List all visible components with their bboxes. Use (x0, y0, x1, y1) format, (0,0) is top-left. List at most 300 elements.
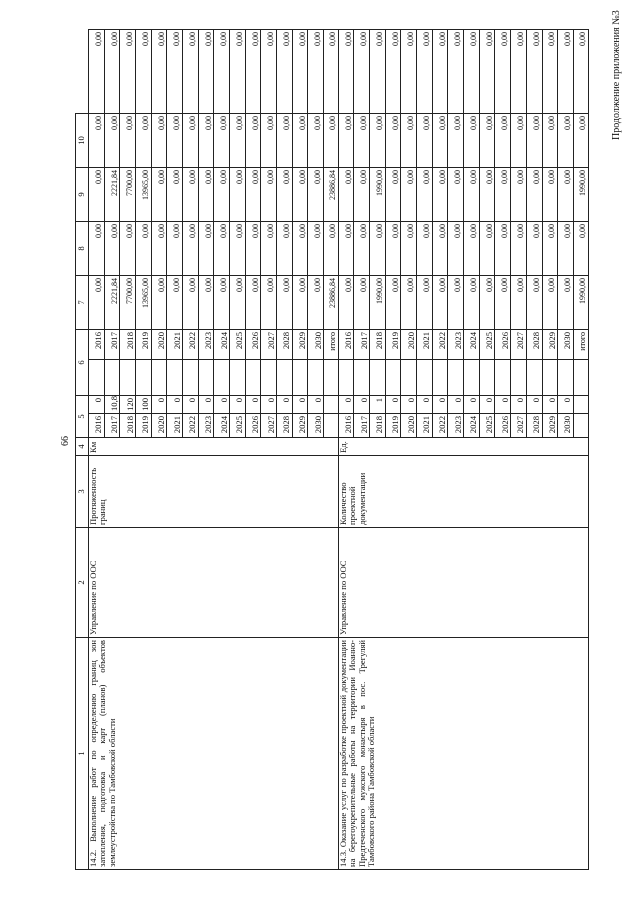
funding-c6: 2221,84 (104, 275, 120, 329)
program-table (75, 29, 589, 870)
spacer-cell (261, 359, 277, 395)
unit-cell: Км (89, 438, 339, 456)
funding-year: 2016 (338, 329, 354, 359)
funding-c10: 0,00 (245, 29, 261, 113)
funding-c10: 0,00 (479, 29, 495, 113)
indicator-year: 2019 (385, 414, 401, 438)
funding-c7: 0,00 (401, 221, 417, 275)
total-c6: 23886,84 (324, 275, 339, 329)
funding-c9: 0,00 (558, 113, 574, 167)
indicator-value: 0 (214, 395, 230, 413)
funding-c6: 0,00 (230, 275, 246, 329)
funding-c8: 0,00 (183, 167, 199, 221)
funding-c7: 0,00 (354, 221, 370, 275)
spacer-cell (558, 359, 574, 395)
funding-year: 2027 (511, 329, 527, 359)
indicator-year: 2017 (104, 414, 120, 438)
funding-year: 2021 (417, 329, 433, 359)
total-label: итого (573, 329, 588, 359)
total-c6: 1990,00 (573, 275, 588, 329)
funding-c7: 0,00 (432, 221, 448, 275)
col-num-8: 8 (76, 221, 89, 275)
funding-c9: 0,00 (245, 113, 261, 167)
funding-year: 2027 (261, 329, 277, 359)
funding-c8: 0,00 (401, 167, 417, 221)
funding-c8: 0,00 (292, 167, 308, 221)
funding-c8: 0,00 (385, 167, 401, 221)
funding-c7: 0,00 (230, 221, 246, 275)
funding-c6: 0,00 (432, 275, 448, 329)
funding-c6: 0,00 (526, 275, 542, 329)
spacer-cell (151, 359, 167, 395)
empty-cell (324, 414, 339, 438)
spacer-cell (167, 359, 183, 395)
funding-year: 2023 (198, 329, 214, 359)
funding-c7: 0,00 (338, 221, 354, 275)
indicator-year: 2022 (432, 414, 448, 438)
funding-c9: 0,00 (385, 113, 401, 167)
funding-c8: 0,00 (432, 167, 448, 221)
spacer-cell (104, 359, 120, 395)
spacer-cell (198, 359, 214, 395)
funding-c8: 0,00 (308, 167, 324, 221)
indicator-year: 2017 (354, 414, 370, 438)
indicator-cell: Протяженность границ (89, 456, 339, 528)
indicator-value: 10,8 (104, 395, 120, 413)
indicator-year: 2024 (214, 414, 230, 438)
funding-c8: 13965,00 (136, 167, 152, 221)
indicator-value: 0 (198, 395, 214, 413)
unit-cell: Ед. (338, 438, 588, 456)
funding-c6: 0,00 (151, 275, 167, 329)
funding-c6: 7700,00 (120, 275, 136, 329)
indicator-year: 2030 (308, 414, 324, 438)
funding-c9: 0,00 (308, 113, 324, 167)
funding-c10: 0,00 (308, 29, 324, 113)
spacer-cell (542, 359, 558, 395)
funding-c10: 0,00 (558, 29, 574, 113)
spacer-cell (370, 359, 386, 395)
funding-c8: 0,00 (198, 167, 214, 221)
indicator-year: 2023 (448, 414, 464, 438)
funding-c10: 0,00 (464, 29, 480, 113)
funding-year: 2018 (120, 329, 136, 359)
funding-c10: 0,00 (136, 29, 152, 113)
table-row (89, 29, 105, 869)
funding-year: 2029 (542, 329, 558, 359)
funding-c10: 0,00 (183, 29, 199, 113)
appendix-caption: Продолжение приложения №3 (611, 10, 622, 140)
funding-c7: 0,00 (292, 221, 308, 275)
indicator-value: 0 (89, 395, 105, 413)
col-num-5: 5 (76, 395, 89, 437)
funding-year: 2024 (464, 329, 480, 359)
spacer-cell (136, 359, 152, 395)
funding-year: 2026 (495, 329, 511, 359)
funding-year: 2026 (245, 329, 261, 359)
funding-c9: 0,00 (417, 113, 433, 167)
funding-c10: 0,00 (292, 29, 308, 113)
spacer-cell (401, 359, 417, 395)
indicator-year: 2028 (526, 414, 542, 438)
funding-c6: 0,00 (198, 275, 214, 329)
total-c8: 1990,00 (573, 167, 588, 221)
spacer-cell (479, 359, 495, 395)
col-num-1: 1 (76, 638, 89, 870)
indicator-year: 2027 (511, 414, 527, 438)
funding-c9: 0,00 (183, 113, 199, 167)
funding-c8: 0,00 (542, 167, 558, 221)
funding-c9: 0,00 (495, 113, 511, 167)
indicator-value: 100 (136, 395, 152, 413)
funding-c9: 0,00 (292, 113, 308, 167)
funding-c9: 0,00 (479, 113, 495, 167)
column-number-row (76, 29, 89, 869)
indicator-cell: Количество проектной документации (338, 456, 588, 528)
indicator-value: 0 (261, 395, 277, 413)
funding-year: 2028 (277, 329, 293, 359)
funding-c8: 7700,00 (120, 167, 136, 221)
funding-c10: 0,00 (89, 29, 105, 113)
spacer-cell (245, 359, 261, 395)
funding-c7: 0,00 (479, 221, 495, 275)
funding-c6: 1990,00 (370, 275, 386, 329)
spacer-cell (464, 359, 480, 395)
funding-c8: 0,00 (511, 167, 527, 221)
spacer-cell (448, 359, 464, 395)
funding-c7: 0,00 (370, 221, 386, 275)
funding-c7: 0,00 (558, 221, 574, 275)
spacer-cell (292, 359, 308, 395)
total-c9: 0,00 (573, 113, 588, 167)
total-c9: 0,00 (324, 113, 339, 167)
funding-year: 2022 (183, 329, 199, 359)
measure-description: 14.3. Оказание услуг по разработке проектной документации на берегоукрепительные работы на территории Иоанно-Предтеченского мужского монастыря в пос. Трегуляй Тамбовского района Тамбовской области (338, 638, 588, 870)
funding-year: 2020 (401, 329, 417, 359)
funding-year: 2030 (308, 329, 324, 359)
funding-c9: 0,00 (277, 113, 293, 167)
total-c10: 0,00 (573, 29, 588, 113)
indicator-value: 0 (292, 395, 308, 413)
indicator-value: 0 (308, 395, 324, 413)
indicator-year: 2022 (183, 414, 199, 438)
funding-c10: 0,00 (354, 29, 370, 113)
funding-c10: 0,00 (104, 29, 120, 113)
funding-c9: 0,00 (338, 113, 354, 167)
funding-c8: 0,00 (151, 167, 167, 221)
indicator-year: 2026 (245, 414, 261, 438)
indicator-value: 0 (464, 395, 480, 413)
rotated-table-container (75, 30, 589, 870)
funding-c6: 0,00 (245, 275, 261, 329)
empty-cell (324, 359, 339, 395)
funding-year: 2029 (292, 329, 308, 359)
total-c10: 0,00 (324, 29, 339, 113)
funding-c8: 0,00 (526, 167, 542, 221)
funding-c10: 0,00 (401, 29, 417, 113)
spacer-cell (432, 359, 448, 395)
funding-year: 2024 (214, 329, 230, 359)
funding-c10: 0,00 (230, 29, 246, 113)
empty-cell (573, 395, 588, 413)
funding-c9: 0,00 (354, 113, 370, 167)
funding-c7: 0,00 (511, 221, 527, 275)
funding-year: 2021 (167, 329, 183, 359)
col-num-4: 4 (76, 438, 89, 456)
funding-c10: 0,00 (198, 29, 214, 113)
indicator-value: 1 (370, 395, 386, 413)
funding-year: 2019 (136, 329, 152, 359)
funding-c7: 0,00 (183, 221, 199, 275)
indicator-year: 2019 (136, 414, 152, 438)
funding-year: 2022 (432, 329, 448, 359)
funding-c9: 0,00 (511, 113, 527, 167)
funding-c9: 0,00 (104, 113, 120, 167)
funding-year: 2025 (479, 329, 495, 359)
indicator-year: 2018 (370, 414, 386, 438)
funding-c6: 13965,00 (136, 275, 152, 329)
indicator-year: 2026 (495, 414, 511, 438)
funding-c9: 0,00 (136, 113, 152, 167)
indicator-value: 0 (338, 395, 354, 413)
funding-c6: 0,00 (401, 275, 417, 329)
funding-c9: 0,00 (370, 113, 386, 167)
indicator-year: 2016 (338, 414, 354, 438)
indicator-value: 0 (354, 395, 370, 413)
funding-c9: 0,00 (214, 113, 230, 167)
funding-c10: 0,00 (417, 29, 433, 113)
indicator-value: 0 (511, 395, 527, 413)
indicator-value: 0 (417, 395, 433, 413)
funding-c10: 0,00 (511, 29, 527, 113)
funding-c6: 0,00 (417, 275, 433, 329)
funding-c9: 0,00 (401, 113, 417, 167)
funding-year: 2018 (370, 329, 386, 359)
funding-c9: 0,00 (89, 113, 105, 167)
indicator-value: 0 (526, 395, 542, 413)
indicator-value: 0 (495, 395, 511, 413)
funding-c10: 0,00 (432, 29, 448, 113)
funding-c8: 0,00 (261, 167, 277, 221)
funding-c10: 0,00 (338, 29, 354, 113)
spacer-cell (277, 359, 293, 395)
funding-c10: 0,00 (214, 29, 230, 113)
spacer-cell (308, 359, 324, 395)
funding-year: 2023 (448, 329, 464, 359)
spacer-cell (495, 359, 511, 395)
funding-c8: 0,00 (464, 167, 480, 221)
funding-c10: 0,00 (167, 29, 183, 113)
funding-c9: 0,00 (448, 113, 464, 167)
funding-c10: 0,00 (120, 29, 136, 113)
funding-c6: 0,00 (354, 275, 370, 329)
measure-description: 14.2. Выполнение работ по определению границ зон затопления, подготовка и карт (планов) объектов землеустройства по Тамбовской области (89, 638, 339, 870)
empty-cell (573, 359, 588, 395)
funding-c6: 0,00 (183, 275, 199, 329)
funding-c6: 0,00 (214, 275, 230, 329)
spacer-cell (354, 359, 370, 395)
indicator-year: 2021 (167, 414, 183, 438)
funding-c8: 0,00 (448, 167, 464, 221)
funding-c7: 0,00 (104, 221, 120, 275)
funding-c6: 0,00 (338, 275, 354, 329)
funding-c9: 0,00 (198, 113, 214, 167)
indicator-value: 0 (245, 395, 261, 413)
spacer-cell (230, 359, 246, 395)
funding-year: 2017 (354, 329, 370, 359)
funding-c9: 0,00 (120, 113, 136, 167)
funding-year: 2016 (89, 329, 105, 359)
funding-c7: 0,00 (89, 221, 105, 275)
funding-c8: 0,00 (167, 167, 183, 221)
funding-c7: 0,00 (245, 221, 261, 275)
funding-year: 2025 (230, 329, 246, 359)
funding-c7: 0,00 (198, 221, 214, 275)
funding-c7: 0,00 (385, 221, 401, 275)
funding-c9: 0,00 (542, 113, 558, 167)
funding-c7: 0,00 (542, 221, 558, 275)
funding-c7: 0,00 (308, 221, 324, 275)
indicator-value: 0 (542, 395, 558, 413)
funding-year: 2017 (104, 329, 120, 359)
executor-cell: Управление по ООС (338, 528, 588, 638)
funding-c10: 0,00 (495, 29, 511, 113)
indicator-year: 2025 (479, 414, 495, 438)
funding-year: 2020 (151, 329, 167, 359)
funding-c7: 0,00 (526, 221, 542, 275)
funding-c8: 0,00 (230, 167, 246, 221)
indicator-year: 2021 (417, 414, 433, 438)
indicator-value: 0 (230, 395, 246, 413)
funding-c6: 0,00 (511, 275, 527, 329)
funding-c7: 0,00 (136, 221, 152, 275)
funding-c9: 0,00 (261, 113, 277, 167)
indicator-value: 0 (151, 395, 167, 413)
indicator-year: 2020 (401, 414, 417, 438)
funding-c6: 0,00 (495, 275, 511, 329)
indicator-value: 0 (385, 395, 401, 413)
col-num-7: 7 (76, 275, 89, 329)
funding-c10: 0,00 (385, 29, 401, 113)
empty-cell (573, 414, 588, 438)
indicator-value: 0 (432, 395, 448, 413)
total-label: итого (324, 329, 339, 359)
funding-c7: 0,00 (120, 221, 136, 275)
spacer-cell (214, 359, 230, 395)
funding-c7: 0,00 (495, 221, 511, 275)
indicator-year: 2029 (542, 414, 558, 438)
funding-c8: 0,00 (354, 167, 370, 221)
funding-c10: 0,00 (261, 29, 277, 113)
total-c7: 0,00 (324, 221, 339, 275)
indicator-value: 0 (183, 395, 199, 413)
funding-c8: 2221,84 (104, 167, 120, 221)
table-body (89, 29, 589, 869)
indicator-year: 2023 (198, 414, 214, 438)
indicator-year: 2024 (464, 414, 480, 438)
funding-c6: 0,00 (261, 275, 277, 329)
funding-c9: 0,00 (432, 113, 448, 167)
col-num-9: 9 (76, 167, 89, 221)
indicator-year: 2029 (292, 414, 308, 438)
executor-cell: Управление по ООС (89, 528, 339, 638)
page-number: 66 (60, 436, 71, 446)
total-c7: 0,00 (573, 221, 588, 275)
funding-c7: 0,00 (151, 221, 167, 275)
funding-c8: 0,00 (214, 167, 230, 221)
funding-c8: 0,00 (558, 167, 574, 221)
funding-c7: 0,00 (261, 221, 277, 275)
total-c8: 23886,84 (324, 167, 339, 221)
spacer-cell (511, 359, 527, 395)
spacer-cell (417, 359, 433, 395)
funding-c6: 0,00 (542, 275, 558, 329)
funding-year: 2030 (558, 329, 574, 359)
funding-c8: 0,00 (338, 167, 354, 221)
funding-c9: 0,00 (230, 113, 246, 167)
funding-c8: 0,00 (479, 167, 495, 221)
indicator-value: 0 (277, 395, 293, 413)
funding-c10: 0,00 (448, 29, 464, 113)
funding-c6: 0,00 (464, 275, 480, 329)
indicator-value: 0 (479, 395, 495, 413)
indicator-year: 2030 (558, 414, 574, 438)
funding-c7: 0,00 (214, 221, 230, 275)
funding-c10: 0,00 (526, 29, 542, 113)
funding-c8: 1990,00 (370, 167, 386, 221)
funding-c6: 0,00 (558, 275, 574, 329)
funding-c10: 0,00 (151, 29, 167, 113)
funding-c10: 0,00 (370, 29, 386, 113)
funding-c9: 0,00 (464, 113, 480, 167)
funding-c8: 0,00 (495, 167, 511, 221)
funding-c7: 0,00 (417, 221, 433, 275)
funding-c6: 0,00 (385, 275, 401, 329)
funding-c6: 0,00 (479, 275, 495, 329)
funding-c10: 0,00 (277, 29, 293, 113)
funding-c9: 0,00 (151, 113, 167, 167)
spacer-cell (338, 359, 354, 395)
funding-year: 2028 (526, 329, 542, 359)
col-num-3: 3 (76, 456, 89, 528)
funding-c10: 0,00 (542, 29, 558, 113)
col-num-6: 6 (76, 329, 89, 395)
spacer-cell (120, 359, 136, 395)
spacer-cell (183, 359, 199, 395)
funding-c8: 0,00 (245, 167, 261, 221)
funding-c8: 0,00 (277, 167, 293, 221)
indicator-value: 0 (401, 395, 417, 413)
spacer-cell (89, 359, 105, 395)
indicator-year: 2020 (151, 414, 167, 438)
funding-c6: 0,00 (167, 275, 183, 329)
funding-c7: 0,00 (277, 221, 293, 275)
funding-c6: 0,00 (89, 275, 105, 329)
indicator-year: 2028 (277, 414, 293, 438)
col-num-2: 2 (76, 528, 89, 638)
funding-c9: 0,00 (526, 113, 542, 167)
indicator-value: 0 (558, 395, 574, 413)
indicator-value: 0 (448, 395, 464, 413)
funding-c8: 0,00 (417, 167, 433, 221)
funding-c6: 0,00 (448, 275, 464, 329)
spacer-cell (385, 359, 401, 395)
funding-c7: 0,00 (448, 221, 464, 275)
indicator-value: 120 (120, 395, 136, 413)
funding-c6: 0,00 (292, 275, 308, 329)
empty-cell (324, 395, 339, 413)
spacer-cell (526, 359, 542, 395)
